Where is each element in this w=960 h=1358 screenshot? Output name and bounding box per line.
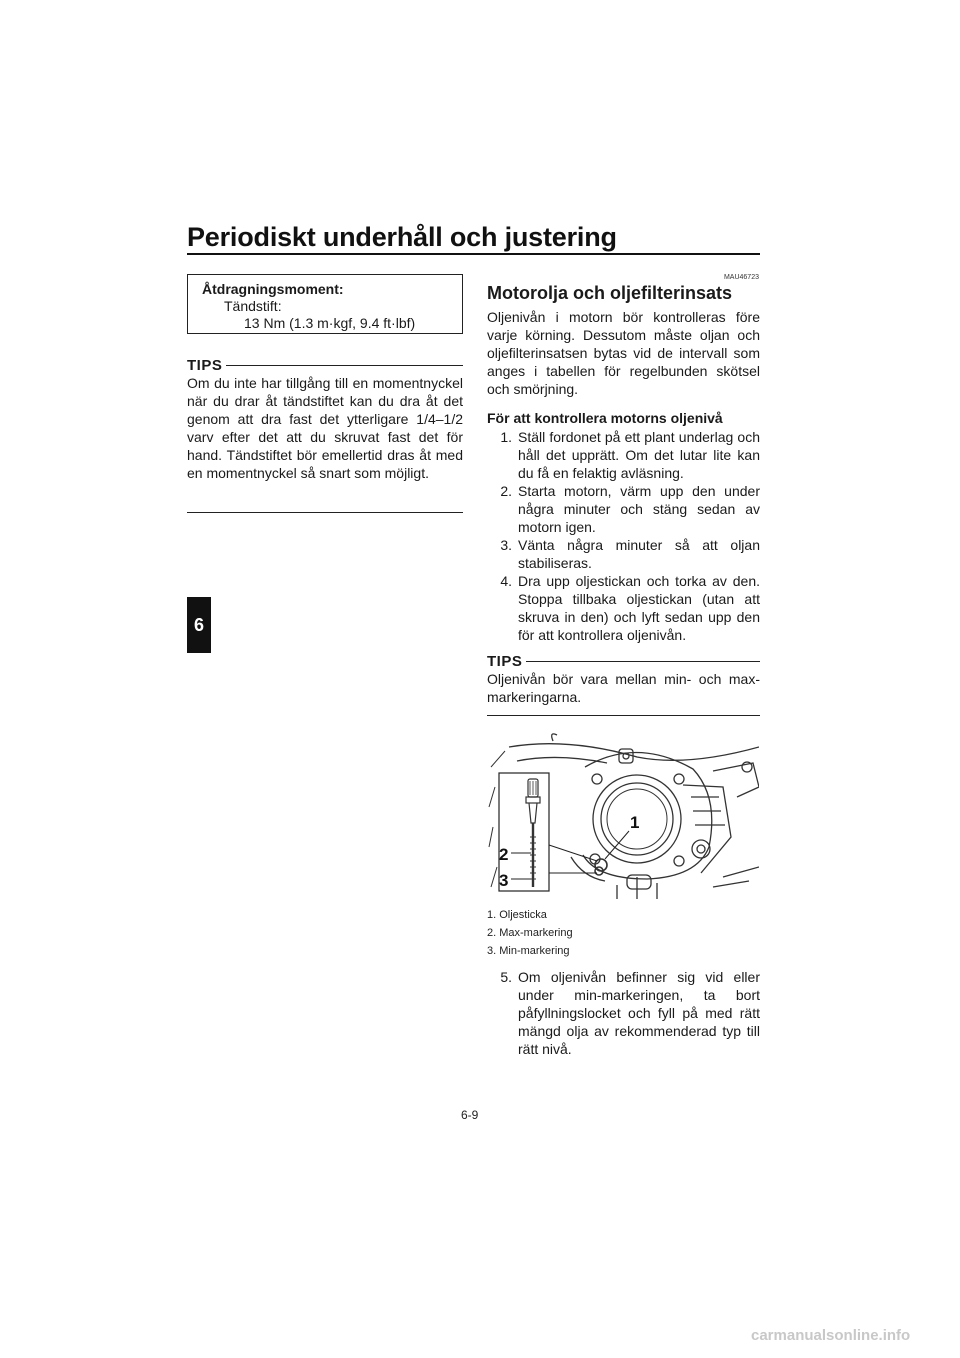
tips-label: TIPS	[187, 357, 223, 374]
torque-spec-box	[187, 274, 463, 334]
section-intro: Oljenivån i motorn bör kontrolleras före varje körning. Dessutom måste oljan och oljefilterinsatsen bytas vid de intervall som anges i tabellen för regelbunden skötsel och smörjning.	[487, 309, 760, 397]
page-number: 6-9	[461, 1108, 479, 1122]
tips-rule	[226, 365, 463, 366]
right-tips-header	[487, 653, 760, 670]
list-item: 1. Ställ fordonet på ett plant underlag och håll det upprätt. Om det lutar lite kan du få en felaktig avläsning.	[500, 429, 760, 481]
list-item: 2. Starta motorn, värm upp den under några minuter och stäng sedan av motorn igen.	[500, 483, 760, 535]
right-tips-text: Oljenivån bör vara mellan min- och max-markeringarna.	[487, 671, 760, 705]
list-item: 3. Vänta några minuter så att oljan stabiliseras.	[500, 537, 760, 571]
spec-title: Åtdragningsmoment:	[202, 281, 344, 297]
tips-label: TIPS	[487, 653, 523, 670]
check-steps	[487, 428, 760, 644]
figure-captions	[487, 906, 573, 960]
refill-steps	[487, 968, 760, 1058]
tips-rule	[526, 661, 760, 662]
title-rule	[187, 253, 760, 255]
list-item: 1. Oljesticka	[487, 909, 547, 921]
callout-1: 1	[630, 813, 640, 832]
list-item: 5. Om oljenivån befinner sig vid eller under min-markeringen, ta bort påfyllningslocket och fyll på med rätt mängd olja av rekommenderad typ till rätt nivå.	[500, 969, 760, 1057]
list-item: 3. Min-markering	[487, 945, 570, 957]
spec-label: Tändstift:	[224, 298, 282, 314]
left-tips-header	[187, 357, 463, 374]
left-tips-text: Om du inte har tillgång till en momentnyckel när du drar åt tändstiftet kan du dra åt det genom att dra fast det ytterligare 1/4–1/2 varv efter det att du skruvat fast det för hand. Tändstiftet bör emellertid dras åt med en momentnyckel så snart som möjligt.	[187, 375, 463, 481]
left-tips-end-rule	[187, 512, 463, 513]
right-tips-end-rule	[487, 715, 760, 716]
engine-dipstick-illustration	[487, 727, 759, 899]
chapter-tab: 6	[187, 597, 211, 653]
callout-3: 3	[499, 871, 509, 890]
spec-value: 13 Nm (1.3 m·kgf, 9.4 ft·lbf)	[244, 315, 416, 331]
watermark: carmanualsonline.info	[751, 1327, 911, 1344]
list-item: 2. Max-markering	[487, 927, 573, 939]
list-item: 4. Dra upp oljestickan och torka av den. Stoppa tillbaka oljestickan (utan att skruva in den) och lyft sedan upp den för att kontrollera oljenivån.	[500, 573, 760, 643]
section-title: Motorolja och oljefilterinsats	[487, 283, 733, 303]
check-heading: För att kontrollera motorns oljenivå	[487, 410, 723, 426]
callout-2: 2	[499, 845, 509, 864]
page-title: Periodiskt underhåll och justering	[187, 222, 617, 252]
section-code: MAU46723	[723, 274, 759, 281]
